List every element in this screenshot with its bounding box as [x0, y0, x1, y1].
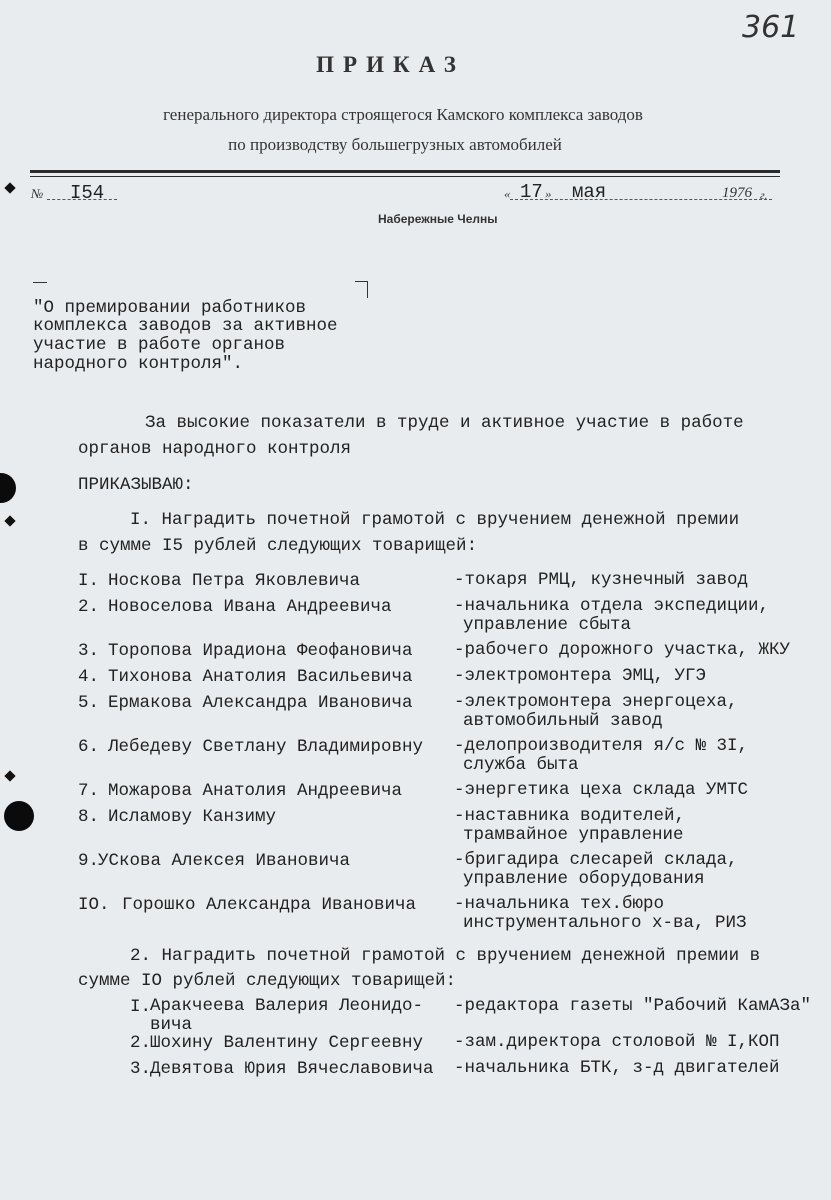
award-list-item [78, 693, 818, 733]
place-of-issue: Набережные Челны [378, 212, 498, 226]
person-position: -начальника БТК, з-д двигателей [454, 1058, 780, 1078]
person-name: Исламову Канзиму [108, 807, 277, 827]
item-number: 2. [130, 1033, 152, 1053]
item-number: 7. [78, 781, 100, 801]
award-list-item [78, 895, 818, 935]
person-position: -электромонтера энергоцеха, [454, 692, 738, 712]
number-label: № [31, 186, 44, 201]
person-position: -энергетика цеха склада УМТС [454, 780, 749, 800]
subject-line-1: "О премировании работников [33, 298, 307, 318]
person-name: Можарова Анатолия Андреевича [108, 781, 403, 801]
person-name: Торопова Ирадиона Феофановича [108, 641, 413, 661]
header-rule-thick [30, 170, 780, 173]
item-number: 5. [78, 693, 100, 713]
person-department: управление сбыта [463, 615, 632, 635]
date-year-suffix: г. [760, 188, 768, 202]
person-name: Носкова Петра Яковлевича [108, 571, 361, 591]
section-1-line-1: I. Наградить почетной грамотой с вручением денежной премии [130, 510, 740, 530]
award-list-item [130, 1059, 820, 1099]
person-name: Шохину Валентину Сергеевну [150, 1033, 424, 1053]
item-number: 8. [78, 807, 100, 827]
person-department: управление оборудования [463, 869, 705, 889]
date-day: 17 [520, 181, 543, 203]
binding-mark [4, 182, 15, 193]
item-number: 2. [78, 597, 100, 617]
binding-mark [4, 515, 15, 526]
date-quote-open: « [504, 186, 511, 201]
person-position: -начальника тех.бюро [454, 894, 665, 914]
binding-mark [4, 770, 15, 781]
person-position: -бригадира слесарей склада, [454, 850, 738, 870]
order-word: ПРИКАЗЫВАЮ: [78, 475, 194, 495]
subject-line-4: народного контроля". [33, 354, 244, 374]
item-number: 6. [78, 737, 100, 757]
order-number: I54 [70, 182, 105, 204]
heading-mark-right [355, 281, 368, 298]
person-name: Ермакова Александра Ивановича [108, 693, 413, 713]
date-month: мая [572, 181, 607, 203]
person-name: Лебедеву Светлану Владимировну [108, 737, 424, 757]
person-position: -наставника водителей, [454, 806, 686, 826]
person-position: -зам.директора столовой № I,КОП [454, 1032, 780, 1052]
person-name-continued: вича [150, 1015, 193, 1035]
item-number: IO. [78, 895, 110, 915]
person-position: -делопроизводителя я/с № 3I, [454, 736, 749, 756]
award-list-item [78, 597, 818, 637]
person-position: -токаря РМЦ, кузнечный завод [454, 570, 749, 590]
section-2-line-1: 2. Наградить почетной грамотой с вручением денежной премии в [130, 946, 761, 966]
person-name: УСкова Алексея Ивановича [98, 851, 351, 871]
award-list-item [78, 807, 818, 847]
award-list-item [78, 737, 818, 777]
item-number: I. [130, 997, 152, 1017]
header-rule-thin [30, 176, 780, 177]
person-position: -электромонтера ЭМЦ, УГЭ [454, 666, 707, 686]
date-quote-close: » [545, 186, 552, 201]
person-name: Новоселова Ивана Андреевича [108, 597, 392, 617]
person-department: служба быта [463, 755, 579, 775]
person-position: -редактора газеты "Рабочий КамАЗа" [454, 996, 812, 1016]
subject-line-3: участие в работе органов [33, 335, 286, 355]
person-position: -начальника отдела экспедиции, [454, 596, 770, 616]
item-number: 3. [78, 641, 100, 661]
person-department: автомобильный завод [463, 711, 663, 731]
document-title: ПРИКАЗ [316, 52, 465, 77]
item-number: 9. [78, 851, 100, 871]
person-name: Девятова Юрия Вячеславовича [150, 1059, 434, 1079]
subject-line-2: комплекса заводов за активное [33, 316, 338, 336]
section-1-line-2: в сумме I5 рублей следующих товарищей: [78, 536, 478, 556]
award-list-item [78, 851, 818, 891]
heading-mark-left [33, 282, 47, 283]
preamble-line-2: органов народного контроля [78, 439, 352, 459]
preamble-line-1: За высокие показатели в труде и активное участие в работе [145, 413, 744, 433]
item-number: 4. [78, 667, 100, 687]
punch-hole-lower [4, 801, 34, 831]
person-department: трамвайное управление [463, 825, 684, 845]
person-name: Тихонова Анатолия Васильевича [108, 667, 413, 687]
person-name: Аракчеева Валерия Леонидо- [150, 996, 424, 1016]
document-issuer-line1: генерального директора строящегося Камского комплекса заводов [163, 105, 643, 124]
item-number: I. [78, 571, 100, 591]
person-department: инструментального х-ва, РИЗ [463, 913, 747, 933]
document-issuer-line2: по производству большегрузных автомобилей [228, 135, 562, 154]
person-position: -рабочего дорожного участка, ЖКУ [454, 640, 791, 660]
punch-hole-upper [0, 473, 16, 503]
section-2-line-2: сумме IO рублей следующих товарищей: [78, 971, 457, 991]
item-number: 3. [130, 1059, 152, 1079]
date-year: 1976 [722, 185, 752, 201]
award-list-item [130, 997, 820, 1037]
handwritten-page-number: 361 [742, 10, 800, 45]
person-name: Горошко Александра Ивановича [122, 895, 417, 915]
